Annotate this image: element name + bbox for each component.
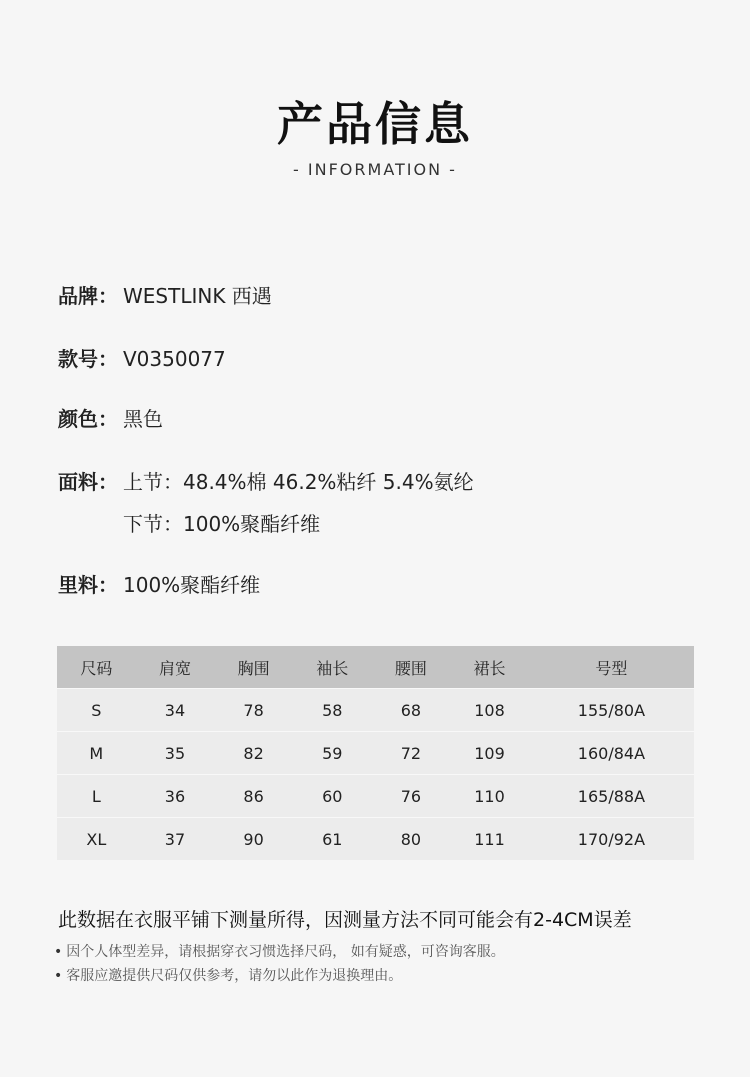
table-cell: 90 — [214, 818, 293, 861]
table-cell: 59 — [293, 732, 372, 775]
header-cell: 尺码 — [57, 646, 136, 689]
table-cell: 109 — [450, 732, 529, 775]
table-cell: 155/80A — [529, 689, 694, 732]
header-cell: 号型 — [529, 646, 694, 689]
table-row — [57, 818, 694, 861]
table-row — [57, 732, 694, 775]
brand-value: WESTLINK 西遇 — [123, 284, 272, 308]
table-cell: 61 — [293, 818, 372, 861]
style-number-label: 款号： — [58, 347, 118, 371]
table-row — [57, 689, 694, 732]
header-cell: 袖长 — [293, 646, 372, 689]
table-cell: 68 — [372, 689, 451, 732]
note-text: 客服应邀提供尺码仅供参考，请勿以此作为退换理由。 — [66, 968, 403, 984]
note-item — [54, 965, 402, 985]
table-cell: L — [57, 775, 136, 818]
table-cell: S — [57, 689, 136, 732]
table-cell: 34 — [136, 689, 215, 732]
fabric-top-value: 上节：48.4%棉 46.2%粘纤 5.4%氨纶 — [123, 470, 474, 494]
table-cell: 37 — [136, 818, 215, 861]
brand-row — [58, 280, 272, 309]
measurement-note-title: 此数据在衣服平铺下测量所得，因测量方法不同可能会有2-4CM误差 — [58, 909, 632, 931]
table-cell: 82 — [214, 732, 293, 775]
table-row — [57, 775, 694, 818]
table-cell: 108 — [450, 689, 529, 732]
table-cell: 80 — [372, 818, 451, 861]
table-cell: 78 — [214, 689, 293, 732]
header-cell: 肩宽 — [136, 646, 215, 689]
lining-label: 里料： — [58, 573, 118, 597]
table-cell: 76 — [372, 775, 451, 818]
table-cell: 165/88A — [529, 775, 694, 818]
bullet-icon: • — [54, 944, 63, 960]
bullet-icon: • — [54, 968, 63, 984]
header-cell: 胸围 — [214, 646, 293, 689]
fabric-row — [58, 466, 474, 495]
table-cell: 160/84A — [529, 732, 694, 775]
table-cell: 170/92A — [529, 818, 694, 861]
style-number-value: V0350077 — [123, 347, 226, 371]
page-title: 产品信息 — [277, 97, 473, 151]
lining-value: 100%聚酯纤维 — [123, 573, 261, 597]
size-table — [57, 646, 694, 860]
table-cell: 111 — [450, 818, 529, 861]
size-table-header — [57, 646, 694, 689]
table-cell: 35 — [136, 732, 215, 775]
brand-label: 品牌： — [58, 284, 118, 308]
table-cell: M — [57, 732, 136, 775]
table-cell: 72 — [372, 732, 451, 775]
table-cell: 36 — [136, 775, 215, 818]
color-value: 黑色 — [123, 407, 163, 431]
header-cell: 裙长 — [450, 646, 529, 689]
color-label: 颜色： — [58, 407, 118, 431]
table-cell: 110 — [450, 775, 529, 818]
table-cell: 60 — [293, 775, 372, 818]
note-item — [54, 941, 505, 961]
header-cell: 腰围 — [372, 646, 451, 689]
note-text: 因个人体型差异，请根据穿衣习惯选择尺码， 如有疑惑，可咨询客服。 — [66, 944, 505, 960]
page-subtitle: - INFORMATION - — [293, 160, 457, 179]
lining-row — [58, 569, 260, 598]
table-cell: 86 — [214, 775, 293, 818]
fabric-bottom-value: 下节：100%聚酯纤维 — [123, 512, 321, 536]
style-number-row — [58, 343, 226, 372]
table-cell: XL — [57, 818, 136, 861]
table-cell: 58 — [293, 689, 372, 732]
fabric-label: 面料： — [58, 470, 118, 494]
color-row — [58, 403, 163, 432]
